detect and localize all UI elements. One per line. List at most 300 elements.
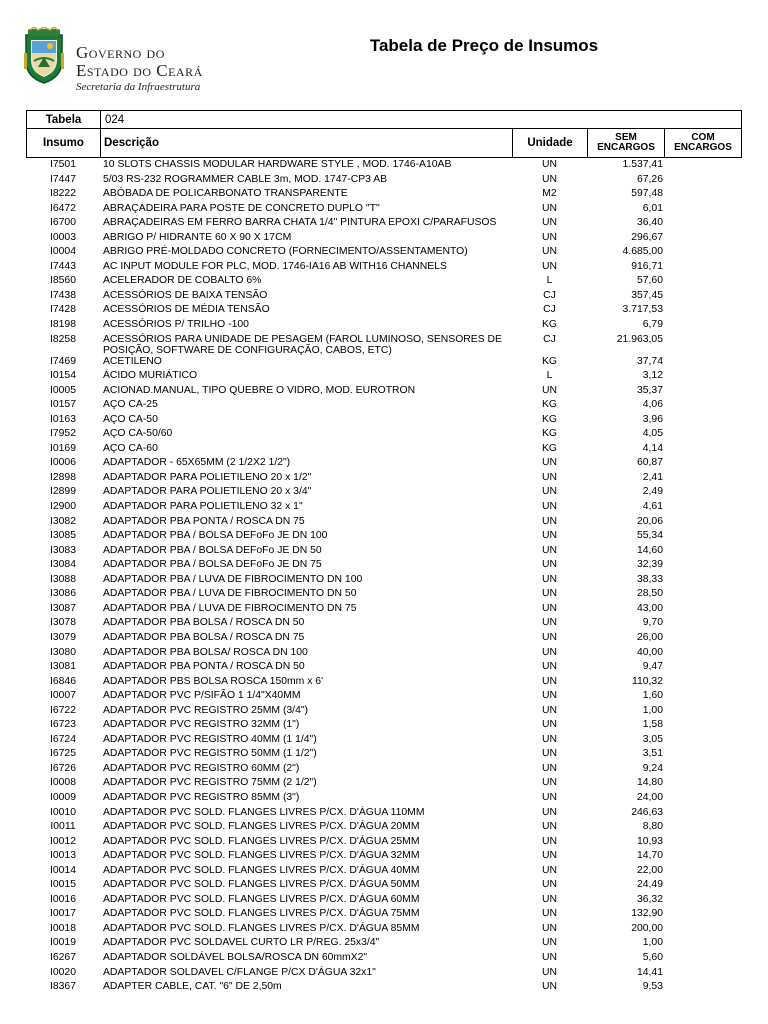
descricao-cell: ADAPTADOR PVC SOLD. FLANGES LIVRES P/CX. D'ÁGUA 75MM — [103, 908, 420, 920]
table-row — [0, 355, 768, 370]
col-header-sem-line2: ENCARGOS — [597, 142, 655, 153]
unidade-cell: UN — [541, 246, 557, 258]
sem-encargos-cell: 60,87 — [636, 457, 663, 469]
unidade-cell: UN — [541, 690, 557, 702]
table-row — [0, 806, 768, 821]
descricao-cell: ACESSÓRIOS DE MÉDIA TENSÃO — [103, 304, 270, 316]
descricao-cell: ADAPTADOR PARA POLIETILENO 20 x 1/2" — [103, 471, 312, 483]
descricao-cell: ADAPTADOR PVC REGISTRO 50MM (1 1/2") — [103, 748, 317, 760]
descricao-cell: ADAPTADOR SOLDÁVEL BOLSA/ROSCA DN 60mmX2" — [103, 951, 368, 963]
col-header-unidade: Unidade — [513, 129, 588, 157]
insumo-cell: I7469 — [49, 355, 76, 367]
table-row — [0, 689, 768, 704]
sem-encargos-cell: 1.537,41 — [622, 159, 663, 170]
insumo-cell: I0157 — [49, 399, 76, 411]
table-row — [0, 471, 768, 486]
table-row — [0, 245, 768, 260]
insumo-cell: I6267 — [49, 951, 76, 963]
sem-encargos-cell: 3.717,53 — [622, 304, 663, 316]
table-row — [0, 384, 768, 399]
sem-encargos-cell: 10,93 — [636, 835, 663, 847]
unidade-cell: UN — [541, 821, 557, 833]
sem-encargos-cell: 200,00 — [631, 922, 663, 934]
sem-encargos-cell: 14,60 — [636, 544, 663, 556]
unidade-cell: UN — [541, 486, 557, 498]
insumo-cell: I6700 — [49, 217, 76, 229]
descricao-cell: ÁCIDO MURIÁTICO — [103, 370, 198, 382]
unidade-cell: UN — [541, 457, 557, 469]
insumo-cell: I6723 — [49, 719, 76, 731]
table-row — [0, 675, 768, 690]
insumo-cell: I0003 — [49, 231, 76, 243]
unidade-cell: UN — [541, 850, 557, 862]
sem-encargos-cell: 6,01 — [642, 202, 663, 214]
table-row — [0, 398, 768, 413]
descricao-cell: ABRIGO P/ HIDRANTE 60 X 90 X 17CM — [103, 231, 292, 243]
table-row — [0, 558, 768, 573]
sem-encargos-cell: 597,48 — [631, 188, 663, 200]
unidade-cell: KG — [541, 413, 557, 425]
unidade-cell: UN — [541, 951, 557, 963]
col-header-com-line1: COM — [691, 132, 715, 143]
table-row — [0, 515, 768, 530]
descricao-cell: ADAPTADOR PVC SOLD. FLANGES LIVRES P/CX. D'ÁGUA 20MM — [103, 821, 420, 833]
col-header-descricao: Descrição — [102, 129, 513, 157]
insumo-cell: I8560 — [49, 275, 76, 287]
descricao-cell: ADAPTER CABLE, CAT. "6" DE 2,50m — [103, 981, 282, 993]
descricao-cell: ABRAÇADEIRAS EM FERRO BARRA CHATA 1/4" PINTURA EPOXI C/PARAFUSOS — [103, 217, 497, 229]
insumo-cell: I6472 — [49, 202, 76, 214]
table-row — [0, 660, 768, 675]
insumo-cell: I0006 — [49, 457, 76, 469]
sem-encargos-cell: 296,67 — [631, 231, 663, 243]
descricao-cell: AÇO CA-25 — [103, 399, 158, 411]
insumo-cell: I7952 — [49, 428, 76, 440]
unidade-cell: UN — [541, 733, 557, 745]
table-row — [0, 427, 768, 442]
table-row — [0, 791, 768, 806]
document-title-text: Tabela de Preço de Insumos — [369, 36, 599, 55]
table-row — [0, 485, 768, 500]
insumo-cell: I7501 — [49, 159, 76, 170]
descricao-cell: ADAPTADOR PVC P/SIFÃO 1 1/4"X40MM — [103, 690, 301, 702]
insumo-cell: I0010 — [49, 806, 76, 818]
table-row — [0, 573, 768, 588]
unidade-cell: UN — [541, 719, 557, 731]
unidade-cell: UN — [541, 202, 557, 214]
insumo-cell: I0017 — [49, 908, 76, 920]
insumo-cell: I6846 — [49, 675, 76, 687]
descricao-cell: ACESSÓRIOS P/ TRILHO -100 — [103, 319, 249, 331]
unidade-cell: UN — [541, 573, 557, 585]
sem-encargos-cell: 2,41 — [642, 471, 663, 483]
table-row — [0, 274, 768, 289]
insumo-cell: I3086 — [49, 588, 76, 600]
unidade-cell: CJ — [543, 289, 556, 301]
unidade-cell: UN — [541, 762, 557, 774]
unidade-cell: KG — [541, 399, 557, 411]
table-row — [0, 456, 768, 471]
tabela-value: 024 — [105, 113, 125, 126]
table-row — [0, 922, 768, 937]
sem-encargos-cell: 36,40 — [636, 217, 663, 229]
sem-encargos-cell: 14,80 — [636, 777, 663, 789]
sem-encargos-cell: 132,90 — [631, 908, 663, 920]
descricao-cell: AÇO CA-50 — [103, 413, 158, 425]
insumo-cell: I3078 — [49, 617, 76, 629]
descricao-cell: ADAPTADOR PBA BOLSA / ROSCA DN 75 — [103, 631, 305, 643]
insumo-cell: I8258 — [49, 333, 76, 345]
table-row — [0, 216, 768, 231]
table-row — [0, 907, 768, 922]
col-header-sem-encargos — [588, 129, 665, 157]
col-header-com-line2: ENCARGOS — [674, 142, 732, 153]
insumo-cell: I7438 — [49, 289, 76, 301]
descricao-cell: ABÓBADA DE POLICARBONATO TRANSPARENTE — [103, 188, 348, 200]
unidade-cell: UN — [541, 471, 557, 483]
descricao-cell: ACETILENO — [103, 355, 162, 367]
descricao-cell: ADAPTADOR PVC REGISTRO 40MM (1 1/4") — [103, 733, 317, 745]
sem-encargos-cell: 40,00 — [636, 646, 663, 658]
unidade-cell: UN — [541, 879, 557, 891]
sem-encargos-cell: 1,00 — [642, 704, 663, 716]
descricao-cell: ADAPTADOR PBS BOLSA ROSCA 150mm x 6' — [103, 675, 324, 687]
descricao-cell: ADAPTADOR PBA / LUVA DE FIBROCIMENTO DN 75 — [103, 602, 357, 614]
insumo-cell: I8222 — [49, 188, 76, 200]
sem-encargos-cell: 916,71 — [631, 260, 663, 272]
unidade-cell: UN — [541, 544, 557, 556]
insumo-cell: I3083 — [49, 544, 76, 556]
unidade-cell: KG — [541, 442, 557, 454]
insumo-cell: I0014 — [49, 864, 76, 876]
insumo-cell: I0008 — [49, 777, 76, 789]
insumo-cell: I3084 — [49, 559, 76, 571]
sem-encargos-cell: 4,61 — [642, 501, 663, 513]
table-row — [0, 893, 768, 908]
insumo-cell: I2900 — [49, 501, 76, 513]
insumo-cell: I6724 — [49, 733, 76, 745]
unidade-cell: KG — [541, 319, 557, 331]
descricao-cell: ADAPTADOR PBA BOLSA/ ROSCA DN 100 — [103, 646, 308, 658]
table-row — [0, 544, 768, 559]
descricao-cell: ADAPTADOR PVC REGISTRO 85MM (3") — [103, 791, 300, 803]
sem-encargos-cell: 55,34 — [636, 530, 663, 542]
descricao-cell: ADAPTADOR PVC SOLD. FLANGES LIVRES P/CX. D'ÁGUA 32MM — [103, 850, 420, 862]
sem-encargos-cell: 28,50 — [636, 588, 663, 600]
unidade-cell: UN — [541, 602, 557, 614]
sem-encargos-cell: 3,96 — [642, 413, 663, 425]
table-row — [0, 413, 768, 428]
unidade-cell: UN — [541, 384, 557, 396]
insumo-cell: I0013 — [49, 850, 76, 862]
table-row — [0, 646, 768, 661]
table-row — [0, 936, 768, 951]
insumo-cell: I0020 — [49, 966, 76, 978]
descricao-cell: ABRIGO PRÉ-MOLDADO CONCRETO (FORNECIMENTO/ASSENTAMENTO) — [103, 246, 468, 258]
sem-encargos-cell: 38,33 — [636, 573, 663, 585]
sem-encargos-cell: 2,49 — [642, 486, 663, 498]
descricao-cell: 10 SLOTS CHASSIS MODULAR HARDWARE STYLE , MOD. 1746-A10AB — [103, 159, 452, 170]
table-row — [0, 369, 768, 384]
unidade-cell: UN — [541, 937, 557, 949]
insumo-cell: I0012 — [49, 835, 76, 847]
sem-encargos-cell: 1,00 — [642, 937, 663, 949]
table-row — [0, 602, 768, 617]
sem-encargos-cell: 9,70 — [642, 617, 663, 629]
unidade-cell: UN — [541, 864, 557, 876]
sem-encargos-cell: 14,70 — [636, 850, 663, 862]
unidade-cell: UN — [541, 981, 557, 993]
insumo-cell: I2899 — [49, 486, 76, 498]
unidade-cell: M2 — [542, 188, 557, 200]
table-row — [0, 864, 768, 879]
descricao-cell: ABRAÇADEIRA PARA POSTE DE CONCRETO DUPLO "T" — [103, 202, 380, 214]
descricao-cell: ADAPTADOR PVC SOLDAVEL CURTO LR P/REG. 25x3/4" — [103, 937, 380, 949]
insumo-cell: I3082 — [49, 515, 76, 527]
unidade-cell: UN — [541, 908, 557, 920]
col-header-insumo: Insumo — [27, 129, 101, 157]
unidade-cell: UN — [541, 675, 557, 687]
insumo-cell: I7428 — [49, 304, 76, 316]
table-row — [0, 631, 768, 646]
descricao-cell: ACELERADOR DE COBALTO 6% — [103, 275, 262, 287]
table-row — [0, 762, 768, 777]
table-row — [0, 747, 768, 762]
unidade-cell: CJ — [543, 304, 556, 316]
descricao-cell: ADAPTADOR PVC SOLD. FLANGES LIVRES P/CX. D'ÁGUA 60MM — [103, 893, 420, 905]
descricao-cell: ADAPTADOR PVC SOLD. FLANGES LIVRES P/CX. D'ÁGUA 110MM — [103, 806, 425, 818]
insumo-cell: I7447 — [49, 173, 76, 185]
descricao-cell: ADAPTADOR PBA PONTA / ROSCA DN 75 — [103, 515, 305, 527]
table-row — [0, 849, 768, 864]
unidade-cell: L — [546, 275, 553, 287]
sem-encargos-cell: 14,41 — [636, 966, 663, 978]
table-row — [0, 303, 768, 318]
unidade-cell: UN — [541, 806, 557, 818]
table-row — [0, 776, 768, 791]
unidade-cell: UN — [541, 173, 557, 185]
descricao-cell: ADAPTADOR PBA / LUVA DE FIBROCIMENTO DN 100 — [103, 573, 363, 585]
org-line-2: Estado do Ceará — [76, 61, 203, 80]
table-row — [0, 951, 768, 966]
descricao-cell: AÇO CA-60 — [103, 442, 158, 454]
table-row — [0, 187, 768, 202]
unidade-cell: UN — [541, 617, 557, 629]
table-row — [0, 318, 768, 333]
table-row — [0, 718, 768, 733]
unidade-cell: UN — [541, 748, 557, 760]
col-header-sem-line1: SEM — [615, 132, 637, 143]
descricao-cell: ADAPTADOR PBA PONTA / ROSCA DN 50 — [103, 661, 305, 673]
insumo-cell: I0169 — [49, 442, 76, 454]
sem-encargos-cell: 67,26 — [636, 173, 663, 185]
unidade-cell: UN — [541, 966, 557, 978]
table-row — [0, 820, 768, 835]
sem-encargos-cell: 246,63 — [631, 806, 663, 818]
table-row — [0, 500, 768, 515]
page-header — [0, 0, 768, 105]
descricao-cell: ADAPTADOR PARA POLIETILENO 20 x 3/4" — [103, 486, 312, 498]
insumo-cell: I0163 — [49, 413, 76, 425]
sem-encargos-cell: 26,00 — [636, 631, 663, 643]
org-line-1: Governo do — [76, 43, 165, 62]
unidade-cell: KG — [541, 355, 557, 367]
descricao-cell: ADAPTADOR PBA / BOLSA DEFoFo JE DN 50 — [103, 544, 322, 556]
insumo-cell: I0004 — [49, 246, 76, 258]
unidade-cell: KG — [541, 428, 557, 440]
unidade-cell: CJ — [543, 333, 556, 345]
sem-encargos-cell: 35,37 — [636, 384, 663, 396]
unidade-cell: UN — [541, 646, 557, 658]
descricao-cell: ADAPTADOR PBA / LUVA DE FIBROCIMENTO DN 50 — [103, 588, 357, 600]
descricao-cell: ADAPTADOR PBA BOLSA / ROSCA DN 50 — [103, 617, 305, 629]
document-title — [0, 36, 768, 56]
insumo-cell: I0016 — [49, 893, 76, 905]
descricao-cell: ADAPTADOR PBA / BOLSA DEFoFo JE DN 75 — [103, 559, 322, 571]
table-row — [0, 158, 768, 173]
unidade-cell: UN — [541, 631, 557, 643]
unidade-cell: UN — [541, 231, 557, 243]
table-row — [0, 835, 768, 850]
insumo-cell: I3080 — [49, 646, 76, 658]
unidade-cell: UN — [541, 835, 557, 847]
insumo-cell: I3085 — [49, 530, 76, 542]
sem-encargos-cell: 1,58 — [642, 719, 663, 731]
descricao-cell: ADAPTADOR PBA / BOLSA DEFoFo JE DN 100 — [103, 530, 328, 542]
insumo-cell: I6722 — [49, 704, 76, 716]
sem-encargos-cell: 110,32 — [631, 675, 663, 687]
sem-encargos-cell: 37,74 — [636, 355, 663, 367]
descricao-cell: ADAPTADOR PVC REGISTRO 32MM (1") — [103, 719, 300, 731]
descricao-cell: 5/03 RS-232 ROGRAMMER CABLE 3m, MOD. 1747-CP3 AB — [103, 173, 388, 185]
tabela-label: Tabela — [27, 111, 101, 128]
sem-encargos-cell: 4,14 — [642, 442, 663, 454]
sem-encargos-cell: 43,00 — [636, 602, 663, 614]
col-header-com-encargos — [665, 129, 741, 157]
descricao-cell: ADAPTADOR - 65X65MM (2 1/2X2 1/2") — [103, 457, 291, 469]
descricao-cell: ADAPTADOR PVC SOLD. FLANGES LIVRES P/CX. D'ÁGUA 50MM — [103, 879, 420, 891]
table-row — [0, 289, 768, 304]
unidade-cell: UN — [541, 893, 557, 905]
sem-encargos-cell: 4,06 — [642, 399, 663, 411]
table-row — [0, 529, 768, 544]
insumo-cell: I6725 — [49, 748, 76, 760]
sem-encargos-cell: 32,39 — [636, 559, 663, 571]
table-row — [0, 442, 768, 457]
descricao-cell: ADAPTADOR SOLDAVEL C/FLANGE P/CX D'ÁGUA 32x1" — [103, 966, 376, 978]
descricao-cell: ADAPTADOR PVC SOLD. FLANGES LIVRES P/CX. D'ÁGUA 40MM — [103, 864, 420, 876]
tabela-row — [27, 111, 741, 129]
table-row — [0, 260, 768, 275]
descricao-cell: ACESSÓRIOS DE BAIXA TENSÃO — [103, 289, 268, 301]
unidade-cell: UN — [541, 217, 557, 229]
insumo-cell: I0154 — [49, 370, 76, 382]
unidade-cell: UN — [541, 588, 557, 600]
unidade-cell: UN — [541, 260, 557, 272]
insumo-cell: I8367 — [49, 981, 76, 993]
insumo-cell: I3087 — [49, 602, 76, 614]
unidade-cell: UN — [541, 704, 557, 716]
unidade-cell: UN — [541, 559, 557, 571]
table-row — [0, 733, 768, 748]
sem-encargos-cell: 9,47 — [642, 661, 663, 673]
descricao-cell: ADAPTADOR PARA POLIETILENO 32 x 1" — [103, 501, 303, 513]
unidade-cell: UN — [541, 661, 557, 673]
table-row — [0, 173, 768, 188]
table-row — [0, 616, 768, 631]
sem-encargos-cell: 357,45 — [631, 289, 663, 301]
descricao-cell: ADAPTADOR PVC REGISTRO 75MM (2 1/2") — [103, 777, 317, 789]
descricao-cell: AÇO CA-50/60 — [103, 428, 173, 440]
table-row — [0, 202, 768, 217]
insumo-cell: I0005 — [49, 384, 76, 396]
org-line-3: Secretaria da Infraestrutura — [76, 81, 201, 93]
descricao-cell: ACIONAD.MANUAL, TIPO QUEBRE O VIDRO, MOD. EUROTRON — [103, 384, 416, 396]
descricao-cell: ADAPTADOR PVC SOLD. FLANGES LIVRES P/CX. D'ÁGUA 25MM — [103, 835, 420, 847]
unidade-cell: UN — [541, 922, 557, 934]
sem-encargos-cell: 24,00 — [636, 791, 663, 803]
descricao-cell: AC INPUT MODULE FOR PLC, MOD. 1746-IA16 AB WITH16 CHANNELS — [103, 260, 447, 272]
insumo-cell: I0009 — [49, 791, 76, 803]
insumo-cell: I6726 — [49, 762, 76, 774]
insumo-cell: I0011 — [50, 821, 76, 833]
sem-encargos-cell: 22,00 — [636, 864, 663, 876]
unidade-cell: UN — [541, 515, 557, 527]
sem-encargos-cell: 9,53 — [642, 981, 663, 993]
sem-encargos-cell: 57,60 — [636, 275, 663, 287]
table-row — [0, 966, 768, 981]
sem-encargos-cell: 24,49 — [636, 879, 663, 891]
sem-encargos-cell: 4.685,00 — [622, 246, 663, 258]
unidade-cell: UN — [541, 530, 557, 542]
insumo-cell: I0018 — [49, 922, 76, 934]
sem-encargos-cell: 3,51 — [642, 748, 663, 760]
insumo-cell: I0019 — [49, 937, 76, 949]
sem-encargos-cell: 21.963,05 — [616, 333, 663, 345]
unidade-cell: UN — [541, 791, 557, 803]
insumo-cell: I3088 — [49, 573, 76, 585]
table-header — [26, 110, 742, 158]
insumo-cell: I2898 — [49, 471, 76, 483]
sem-encargos-cell: 36,32 — [636, 893, 663, 905]
sem-encargos-cell: 20,06 — [636, 515, 663, 527]
insumo-cell: I3081 — [49, 661, 76, 673]
sem-encargos-cell: 6,79 — [642, 319, 663, 331]
table-row — [0, 333, 768, 355]
unidade-cell: L — [546, 370, 553, 382]
descricao-cell: ADAPTADOR PVC SOLD. FLANGES LIVRES P/CX. D'ÁGUA 85MM — [103, 922, 420, 934]
insumo-cell: I8198 — [49, 319, 76, 331]
insumo-cell: I3079 — [49, 631, 76, 643]
insumo-cell: I7443 — [49, 260, 76, 272]
sem-encargos-cell: 1,60 — [642, 690, 663, 702]
unidade-cell: UN — [541, 777, 557, 789]
descricao-cell: ACESSÓRIOS PARA UNIDADE DE PESAGEM (FAROL LUMINOSO, SENSORES DE POSIÇÃO, SOFTWARE DE CONFIGURAÇÃO, CABOS, ETC) — [103, 333, 502, 356]
table-row — [0, 587, 768, 602]
descricao-cell: ADAPTADOR PVC REGISTRO 25MM (3/4") — [103, 704, 308, 716]
insumo-cell: I0015 — [49, 879, 76, 891]
table-row — [0, 231, 768, 246]
insumo-cell: I0007 — [49, 690, 76, 702]
unidade-cell: UN — [541, 501, 557, 513]
sem-encargos-cell: 3,12 — [642, 370, 663, 382]
sem-encargos-cell: 8,80 — [642, 821, 663, 833]
table-row — [0, 878, 768, 893]
table-row — [0, 980, 768, 995]
sem-encargos-cell: 4,05 — [642, 428, 663, 440]
sem-encargos-cell: 3,05 — [642, 733, 663, 745]
descricao-cell: ADAPTADOR PVC REGISTRO 60MM (2") — [103, 762, 300, 774]
